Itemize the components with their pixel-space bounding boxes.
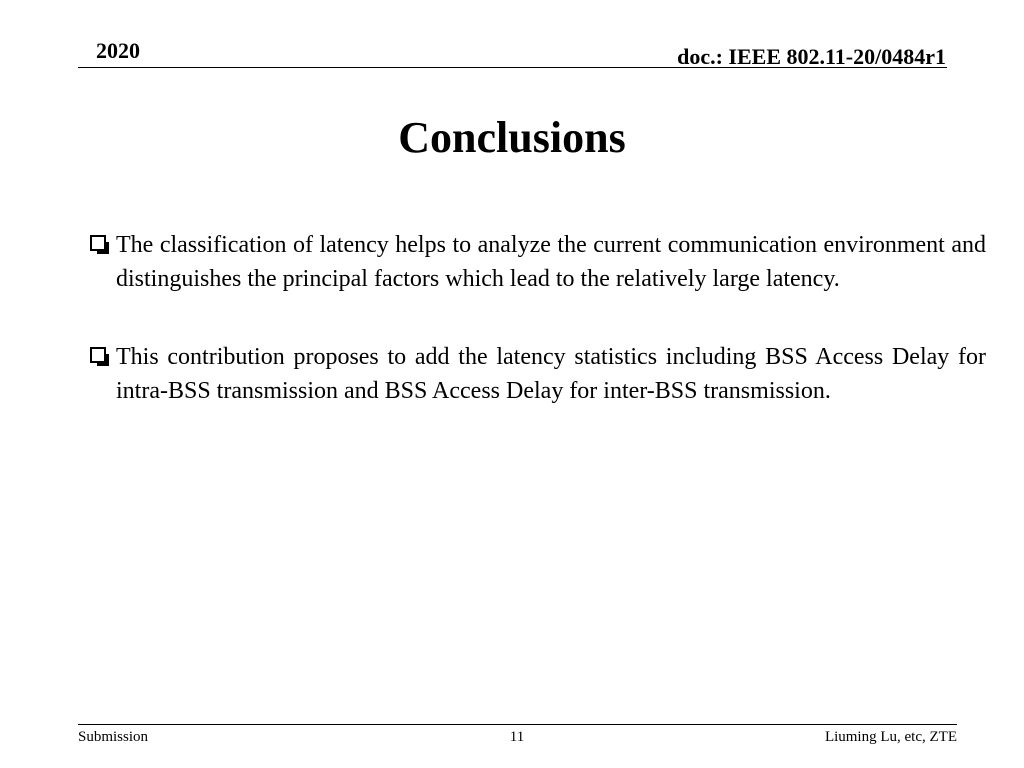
- page-number: 11: [509, 729, 525, 745]
- bullet-text: The classification of latency helps to analyze the current communication environment and distinguishes the principal factors which lead to the relatively large latency.: [116, 232, 986, 292]
- square-bullet-icon: [90, 347, 106, 363]
- header-divider: [78, 67, 947, 68]
- bullet-list: [90, 228, 986, 452]
- footer-submission: Submission: [78, 729, 149, 745]
- bullet-item: [90, 340, 986, 408]
- bullet-text: This contribution proposes to add the latency statistics including BSS Access Delay for intra-BSS transmission and BSS Access Delay for inter-BSS transmission.: [116, 344, 986, 404]
- bullet-item: [90, 228, 986, 296]
- footer-divider: [78, 724, 957, 725]
- slide-title: Conclusions: [398, 113, 626, 162]
- header-year: 2020: [96, 38, 140, 63]
- document-id: doc.: IEEE 802.11-20/0484r1: [677, 44, 946, 69]
- footer-author: Liuming Lu, etc, ZTE: [824, 729, 957, 745]
- square-bullet-icon: [90, 235, 106, 251]
